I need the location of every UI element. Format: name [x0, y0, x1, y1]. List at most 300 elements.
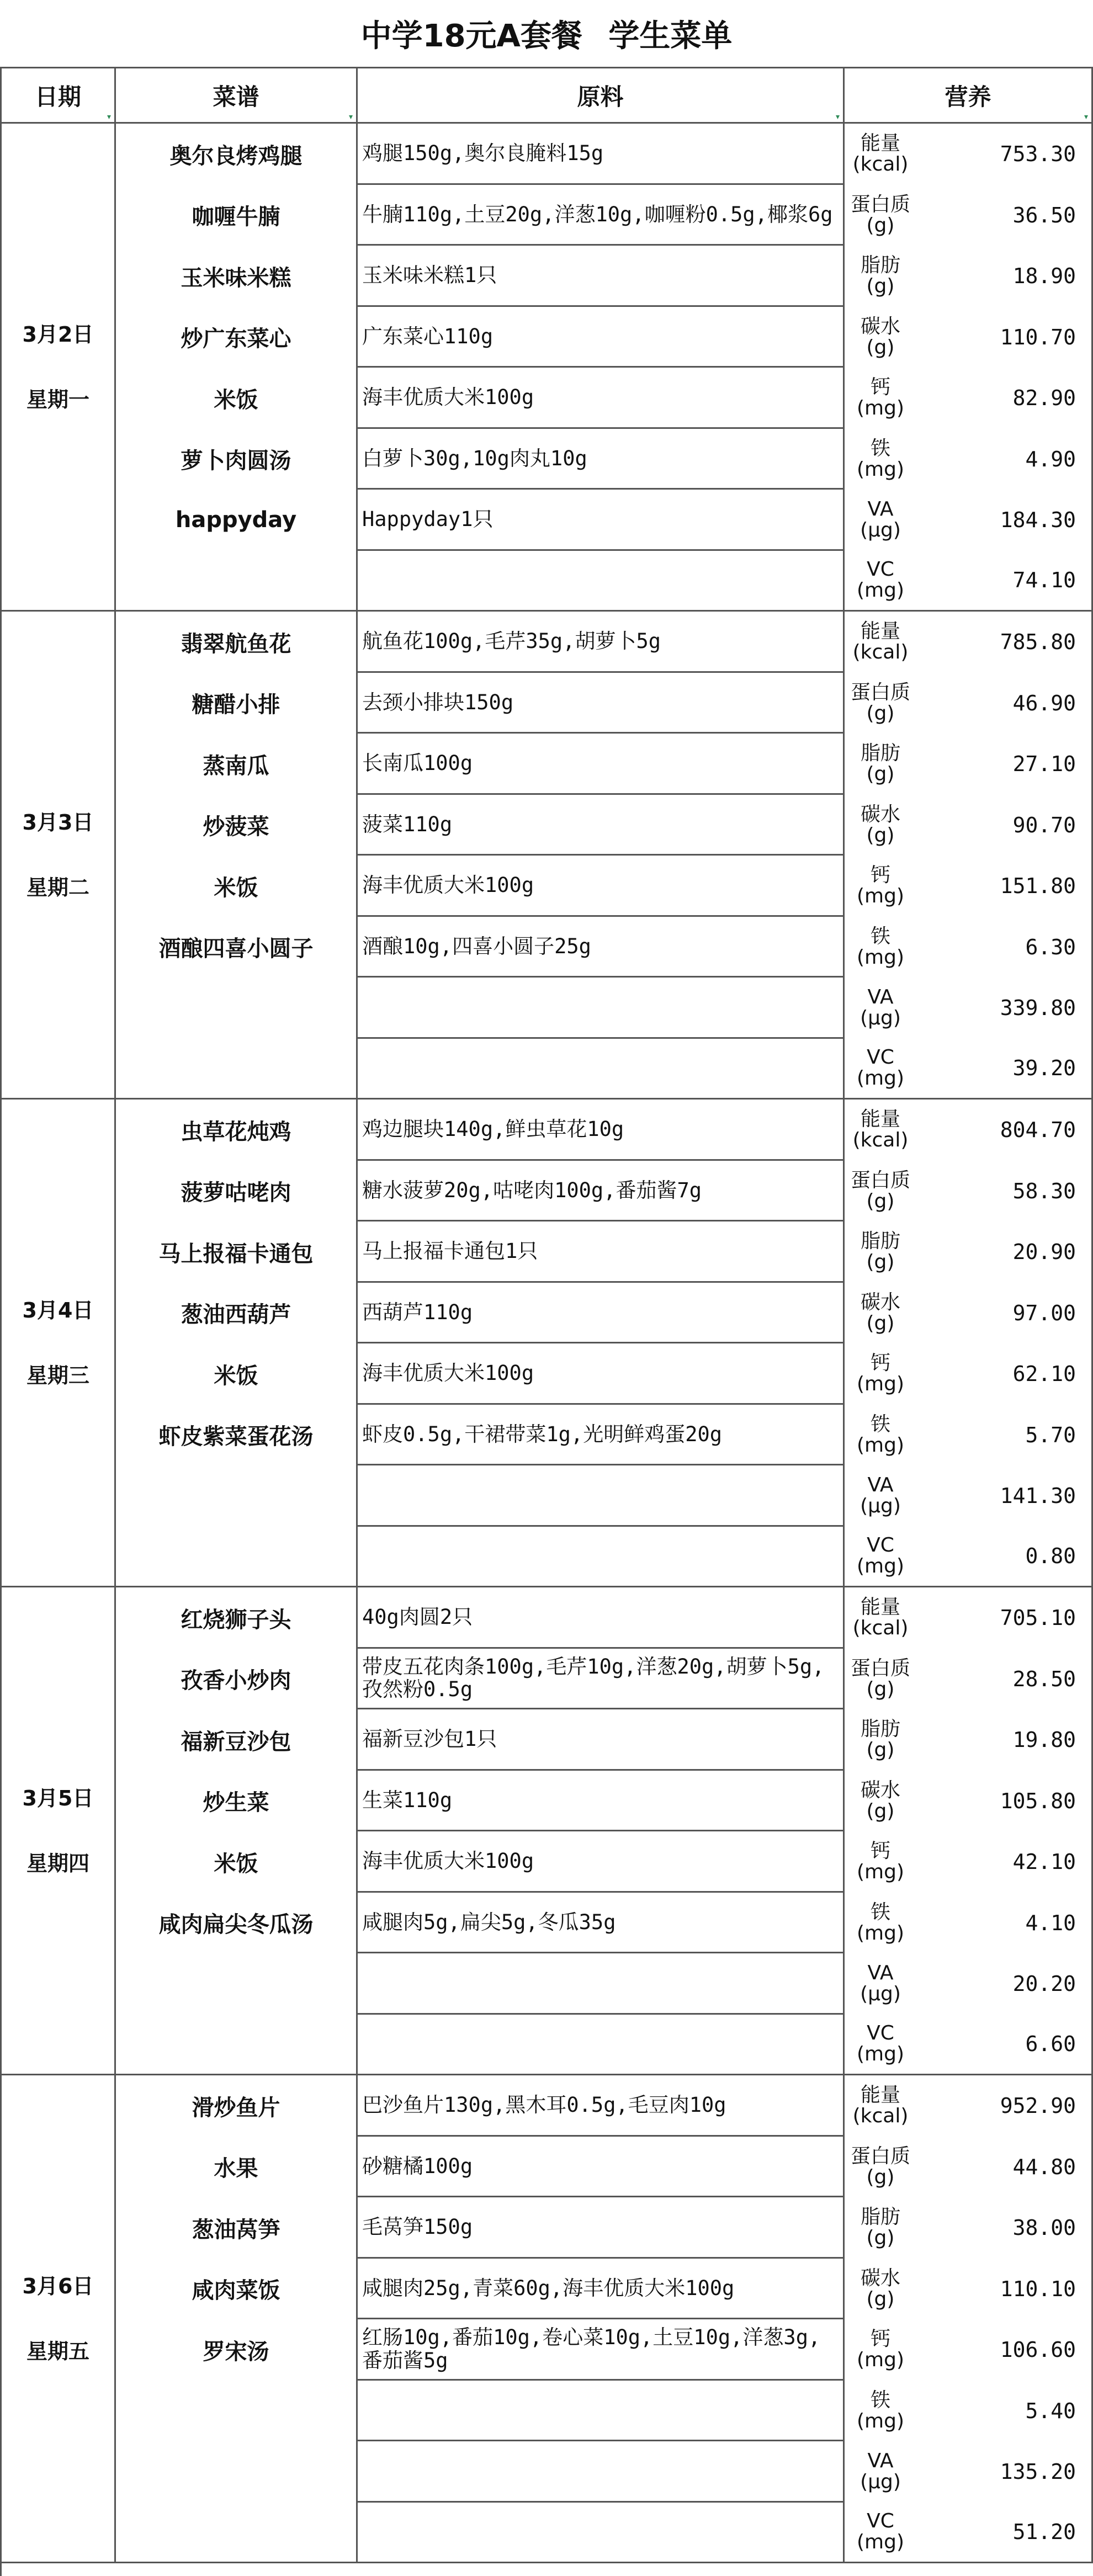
weekday-label: 星期二: [26, 875, 89, 900]
nutrient-label: VA: [867, 498, 894, 521]
ingredient-cell: [358, 2441, 845, 2503]
ingredient-cell: 海丰优质大米100g: [358, 368, 845, 429]
nutrient-value: 97.00: [1012, 1300, 1076, 1325]
nutrient-value: 62.10: [1012, 1362, 1076, 1387]
nutrient-unit: (mg): [856, 397, 904, 420]
dish-name: 菠萝咕咾肉: [116, 1161, 358, 1222]
dish-name: 米饭: [116, 368, 358, 429]
nutrient-label: 脂肪: [860, 254, 900, 277]
ingredient-cell: 海丰优质大米100g: [358, 856, 845, 917]
date-cell: [2, 1587, 116, 2075]
nutrient-label: 能量: [860, 132, 900, 155]
nutrient-name: [845, 1902, 916, 1944]
nutrient-unit: (g): [866, 2287, 895, 2311]
nutrition-row: [845, 2197, 1093, 2259]
nutrition-row: [845, 1283, 1093, 1344]
ingredient-cell: 红肠10g,番茄10g,卷心菜10g,土豆10g,洋葱3g,番茄酱5g: [358, 2319, 845, 2381]
nutrition-row: [845, 1649, 1093, 1710]
nutrition-row: [845, 795, 1093, 856]
nutrient-unit: (mg): [856, 2409, 904, 2432]
nutrient-label: 碳水: [860, 803, 900, 826]
nutrition-row: [845, 2381, 1093, 2442]
nutrient-value: 36.50: [1012, 203, 1076, 227]
nutrient-value: 151.80: [1000, 874, 1076, 899]
dish-name: 奥尔良烤鸡腿: [116, 124, 358, 185]
nutrient-unit: (mg): [856, 458, 904, 481]
nutrient-name: [845, 1109, 916, 1151]
nutrient-name: [845, 2023, 916, 2065]
nutrient-value: 4.90: [1025, 447, 1076, 471]
header-date: [2, 68, 116, 124]
nutrient-value: 105.80: [1000, 1788, 1076, 1813]
nutrient-name: [845, 1353, 916, 1395]
nutrient-label: 蛋白质: [850, 2144, 910, 2168]
dish-name: 米饭: [116, 1831, 358, 1893]
nutrient-value: 0.80: [1025, 1544, 1076, 1569]
dish-name: 孜香小炒肉: [116, 1649, 358, 1710]
nutrient-value: 5.40: [1025, 2398, 1076, 2423]
ingredient-cell: [358, 978, 845, 1039]
nutrient-name: [845, 1292, 916, 1334]
nutrition-row: [845, 2015, 1093, 2076]
nutrient-label: VC: [867, 1534, 894, 1557]
nutrient-label: 蛋白质: [850, 193, 910, 216]
dish-name: 酒酿四喜小圆子: [116, 917, 358, 978]
nutrition-row: [845, 1953, 1093, 2015]
nutrient-value: 135.20: [1000, 2460, 1076, 2484]
nutrient-value: 141.30: [1000, 1484, 1076, 1509]
nutrition-row: [845, 2503, 1093, 2564]
nutrient-unit: (mg): [856, 1067, 904, 1090]
ingredient-cell: 去颈小排块150g: [358, 673, 845, 734]
nutrient-label: VC: [867, 2022, 894, 2045]
nutrition-row: [845, 490, 1093, 551]
dish-name: 罗宋汤: [116, 2319, 358, 2381]
nutrition-row: [845, 1343, 1093, 1405]
nutrient-name: [845, 316, 916, 358]
nutrient-value: 46.90: [1012, 691, 1076, 715]
nutrient-name: [845, 2268, 916, 2310]
header-menu-label: 菜谱: [213, 83, 259, 110]
nutrient-name: [845, 1841, 916, 1883]
dish-name: 糖醋小排: [116, 673, 358, 734]
nutrient-value: 20.20: [1012, 1972, 1076, 1996]
nutrient-name: [845, 1170, 916, 1212]
nutrient-unit: (kcal): [852, 1617, 909, 1640]
dish-name: 虫草花炖鸡: [116, 1100, 358, 1161]
nutrient-label: 脂肪: [860, 2206, 900, 2229]
nutrient-name: [845, 1658, 916, 1700]
nutrient-label: 能量: [860, 1596, 900, 1619]
nutrient-value: 82.90: [1012, 386, 1076, 411]
nutrient-name: [845, 1414, 916, 1456]
dish-name: 滑炒鱼片: [116, 2075, 358, 2137]
nutrient-unit: (g): [866, 1677, 895, 1701]
nutrition-row: [845, 2441, 1093, 2503]
ingredient-cell: 鸡边腿块140g,鲜虫草花10g: [358, 1100, 845, 1161]
dish-name: 炒生菜: [116, 1771, 358, 1832]
nutrient-name: [845, 1963, 916, 2005]
ingredient-cell: 巴沙鱼片130g,黑木耳0.5g,毛豆肉10g: [358, 2075, 845, 2137]
dish-name: [116, 2441, 358, 2503]
nutrient-value: 58.30: [1012, 1178, 1076, 1203]
nutrient-unit: (μg): [860, 1983, 901, 2006]
menu-table: [0, 67, 1093, 2576]
date-label: 3月4日: [22, 1298, 94, 1322]
dish-name: 翡翠航鱼花: [116, 612, 358, 673]
dish-name: 炒广东菜心: [116, 307, 358, 368]
ingredient-cell: 长南瓜100g: [358, 734, 845, 795]
nutrient-label: 碳水: [860, 2266, 900, 2290]
nutrient-name: [845, 743, 916, 785]
filter-marker-icon[interactable]: ▾: [1084, 113, 1088, 121]
ingredient-cell: [358, 1953, 845, 2015]
nutrient-label: 脂肪: [860, 1718, 900, 1741]
dish-name: 炒菠菜: [116, 795, 358, 856]
nutrient-value: 110.70: [1000, 325, 1076, 349]
ingredient-cell: 毛莴笋150g: [358, 2197, 845, 2259]
dish-name: 玉米味米糕: [116, 246, 358, 307]
nutrient-name: [845, 1719, 916, 1761]
dish-name: 红烧狮子头: [116, 1587, 358, 1649]
nutrition-row: [845, 1831, 1093, 1893]
nutrition-row: [845, 2259, 1093, 2320]
dish-name: [116, 2381, 358, 2442]
nutrient-value: 90.70: [1012, 812, 1076, 837]
dish-name: [116, 1953, 358, 2015]
nutrient-name: [845, 1597, 916, 1639]
nutrient-label: 碳水: [860, 1290, 900, 1314]
ingredient-cell: [358, 2503, 845, 2564]
nutrient-label: 铁: [870, 925, 890, 948]
nutrient-unit: (mg): [856, 1555, 904, 1578]
nutrient-value: 952.90: [1000, 2094, 1076, 2118]
nutrition-row: [845, 1039, 1093, 1100]
nutrient-name: [845, 1047, 916, 1089]
nutrient-unit: (mg): [856, 1373, 904, 1396]
nutrient-unit: (g): [866, 2165, 895, 2189]
nutrient-label: 脂肪: [860, 742, 900, 765]
nutrient-value: 184.30: [1000, 508, 1076, 533]
nutrient-unit: (μg): [860, 1495, 901, 1518]
nutrient-unit: (g): [866, 214, 895, 237]
nutrient-value: 110.10: [1000, 2276, 1076, 2301]
ingredient-cell: [358, 551, 845, 612]
nutrient-label: VC: [867, 558, 894, 581]
dish-name: 米饭: [116, 1343, 358, 1405]
ingredient-cell: 白萝卜30g,10g肉丸10g: [358, 429, 845, 490]
dish-name: [116, 1465, 358, 1527]
nutrient-value: 19.80: [1012, 1728, 1076, 1752]
dish-name: 咸肉扁尖冬瓜汤: [116, 1893, 358, 1954]
nutrient-name: [845, 1475, 916, 1517]
header-nutrition-label: 营养: [945, 83, 991, 110]
nutrient-unit: (kcal): [852, 153, 909, 176]
ingredient-cell: 咸腿肉5g,扁尖5g,冬瓜35g: [358, 1893, 845, 1954]
nutrition-row: [845, 246, 1093, 307]
nutrient-name: [845, 438, 916, 480]
nutrition-row: [845, 612, 1093, 673]
nutrient-value: 20.90: [1012, 1240, 1076, 1265]
nutrient-label: 碳水: [860, 315, 900, 338]
nutrient-value: 106.60: [1000, 2338, 1076, 2362]
nutrient-name: [845, 194, 916, 236]
nutrient-name: [845, 865, 916, 907]
nutrient-unit: (mg): [856, 2531, 904, 2554]
date-cell: [2, 2075, 116, 2563]
date-label: 3月2日: [22, 322, 94, 347]
ingredient-cell: [358, 1527, 845, 1588]
nutrition-row: [845, 429, 1093, 490]
ingredient-cell: 虾皮0.5g,干裙带菜1g,光明鲜鸡蛋20g: [358, 1405, 845, 1466]
nutrient-label: 碳水: [860, 1778, 900, 1802]
nutrient-value: 785.80: [1000, 630, 1076, 655]
nutrient-label: 钙: [870, 2328, 890, 2351]
ingredient-cell: 咸腿肉25g,青菜60g,海丰优质大米100g: [358, 2259, 845, 2320]
weekday-label: 星期三: [26, 1363, 89, 1388]
weekday-label: 星期四: [26, 1851, 89, 1876]
ingredient-cell: 菠菜110g: [358, 795, 845, 856]
nutrient-label: VC: [867, 1046, 894, 1069]
nutrient-unit: (g): [866, 702, 895, 725]
ingredient-cell: 糖水菠萝20g,咕咾肉100g,番茄酱7g: [358, 1161, 845, 1222]
nutrition-row: [845, 1465, 1093, 1527]
nutrient-value: 6.60: [1025, 2032, 1076, 2057]
ingredient-cell: 海丰优质大米100g: [358, 1343, 845, 1405]
nutrient-label: VA: [867, 986, 894, 1009]
date-label: 3月6日: [22, 2274, 94, 2298]
nutrient-unit: (mg): [856, 1861, 904, 1884]
nutrition-row: [845, 1405, 1093, 1466]
nutrient-value: 74.10: [1012, 568, 1076, 593]
nutrient-name: [845, 621, 916, 663]
nutrition-row: [845, 368, 1093, 429]
weekday-label: 星期五: [26, 2339, 89, 2363]
dish-name: 咸肉菜饭: [116, 2259, 358, 2320]
nutrient-unit: (kcal): [852, 2105, 909, 2128]
ingredient-cell: 40g肉圆2只: [358, 1587, 845, 1649]
nutrient-label: VA: [867, 2450, 894, 2473]
nutrient-name: [845, 1535, 916, 1577]
ingredient-cell: 西葫芦110g: [358, 1283, 845, 1344]
nutrient-value: 4.10: [1025, 1910, 1076, 1935]
nutrition-row: [845, 917, 1093, 978]
nutrient-name: [845, 2390, 916, 2432]
dish-name: 蒸南瓜: [116, 734, 358, 795]
nutrition-row: [845, 1221, 1093, 1283]
nutrient-value: 28.50: [1012, 1666, 1076, 1691]
nutrient-unit: (mg): [856, 946, 904, 969]
nutrient-label: VA: [867, 1474, 894, 1497]
nutrition-row: [845, 1100, 1093, 1161]
nutrition-row: [845, 1527, 1093, 1588]
nutrition-row: [845, 978, 1093, 1039]
nutrient-name: [845, 2329, 916, 2371]
nutrient-value: 753.30: [1000, 142, 1076, 167]
nutrient-unit: (kcal): [852, 1129, 909, 1152]
nutrient-label: 钙: [870, 1352, 890, 1375]
nutrient-value: 44.80: [1012, 2154, 1076, 2179]
nutrient-name: [845, 682, 916, 724]
dish-name: 葱油莴笋: [116, 2197, 358, 2259]
nutrient-value: 705.10: [1000, 1606, 1076, 1630]
dish-name: [116, 551, 358, 612]
nutrient-unit: (g): [866, 275, 895, 298]
nutrient-label: 钙: [870, 1840, 890, 1863]
dish-name: 水果: [116, 2137, 358, 2198]
nutrient-unit: (mg): [856, 2043, 904, 2066]
nutrient-label: 铁: [870, 2388, 890, 2412]
dish-name: happyday: [116, 490, 358, 551]
ingredient-cell: 带皮五花肉条100g,毛芹10g,洋葱20g,胡萝卜5g,孜然粉0.5g: [358, 1649, 845, 1710]
nutrient-label: 铁: [870, 1412, 890, 1436]
nutrient-value: 339.80: [1000, 996, 1076, 1021]
nutrient-unit: (μg): [860, 519, 901, 542]
nutrient-unit: (g): [866, 763, 895, 786]
dish-name: 萝卜肉圆汤: [116, 429, 358, 490]
nutrient-label: 能量: [860, 2084, 900, 2107]
nutrition-row: [845, 1771, 1093, 1832]
nutrition-row: [845, 2075, 1093, 2137]
nutrient-label: 铁: [870, 437, 890, 460]
dish-name: 葱油西葫芦: [116, 1283, 358, 1344]
ingredient-cell: [358, 2381, 845, 2442]
nutrient-name: [845, 255, 916, 297]
ingredient-cell: 砂糖橘100g: [358, 2137, 845, 2198]
nutrition-row: [845, 2137, 1093, 2198]
nutrient-unit: (g): [866, 1251, 895, 1274]
nutrient-unit: (g): [866, 2227, 895, 2250]
nutrient-name: [845, 2451, 916, 2493]
nutrient-value: 6.30: [1025, 934, 1076, 959]
nutrient-value: 38.00: [1012, 2216, 1076, 2240]
nutrition-row: [845, 124, 1093, 185]
dish-name: [116, 1039, 358, 1100]
nutrient-value: 42.10: [1012, 1850, 1076, 1874]
nutrient-label: 能量: [860, 1108, 900, 1131]
filter-marker-icon[interactable]: ▾: [835, 113, 840, 121]
nutrition-row: [845, 2319, 1093, 2381]
nutrition-row: [845, 1893, 1093, 1954]
filter-marker-icon[interactable]: ▾: [348, 113, 353, 121]
nutrient-value: 27.10: [1012, 752, 1076, 777]
ingredient-cell: 牛腩110g,土豆20g,洋葱10g,咖喱粉0.5g,椰浆6g: [358, 185, 845, 246]
nutrient-name: [845, 2207, 916, 2249]
nutrient-unit: (g): [866, 1189, 895, 1213]
dish-name: 咖喱牛腩: [116, 185, 358, 246]
nutrient-name: [845, 559, 916, 601]
nutrient-name: [845, 2085, 916, 2127]
nutrient-unit: (μg): [860, 2471, 901, 2494]
filter-marker-icon[interactable]: ▾: [107, 113, 111, 121]
ingredient-cell: 航鱼花100g,毛芹35g,胡萝卜5g: [358, 612, 845, 673]
dish-name: 马上报福卡通包: [116, 1221, 358, 1283]
nutrient-name: [845, 987, 916, 1029]
nutrient-label: 钙: [870, 864, 890, 887]
nutrient-label: VC: [867, 2510, 894, 2533]
header-menu: [116, 68, 358, 124]
weekday-label: 星期一: [26, 387, 89, 412]
date-cell: [2, 1100, 116, 1587]
nutrient-label: 蛋白质: [850, 681, 910, 704]
dish-name: 米饭: [116, 856, 358, 917]
nutrition-row: [845, 551, 1093, 612]
ingredient-cell: [358, 1039, 845, 1100]
date-cell: [2, 612, 116, 1100]
nutrition-row: [845, 185, 1093, 246]
nutrient-unit: (mg): [856, 1433, 904, 1457]
nutrient-unit: (mg): [856, 885, 904, 908]
nutrient-name: [845, 377, 916, 419]
nutrient-unit: (g): [866, 1739, 895, 1762]
nutrient-unit: (mg): [856, 2349, 904, 2372]
dish-name: [116, 1527, 358, 1588]
date-label: 3月3日: [22, 810, 94, 835]
nutrition-row: [845, 1587, 1093, 1649]
ingredient-cell: 鸡腿150g,奥尔良腌料15g: [358, 124, 845, 185]
ingredient-cell: 马上报福卡通包1只: [358, 1221, 845, 1283]
nutrient-name: [845, 1780, 916, 1822]
dish-name: [116, 2503, 358, 2564]
nutrition-row: [845, 307, 1093, 368]
ingredient-cell: Happyday1只: [358, 490, 845, 551]
header-ingredients-label: 原料: [577, 83, 624, 110]
nutrient-unit: (mg): [856, 579, 904, 602]
nutrient-value: 51.20: [1012, 2520, 1076, 2545]
ingredient-cell: 生菜110g: [358, 1771, 845, 1832]
nutrient-name: [845, 133, 916, 175]
date-label: 3月5日: [22, 1786, 94, 1810]
nutrient-unit: (mg): [856, 1921, 904, 1945]
header-nutrition: [845, 68, 1093, 124]
nutrition-row: [845, 1709, 1093, 1771]
nutrient-unit: (μg): [860, 1007, 901, 1030]
nutrient-unit: (kcal): [852, 641, 909, 664]
nutrient-label: 钙: [870, 376, 890, 399]
nutrient-label: 脂肪: [860, 1230, 900, 1253]
ingredient-cell: [358, 1465, 845, 1527]
nutrition-row: [845, 856, 1093, 917]
header-date-label: 日期: [34, 83, 81, 110]
dish-name: 福新豆沙包: [116, 1709, 358, 1771]
ingredient-cell: 海丰优质大米100g: [358, 1831, 845, 1893]
nutrient-value: 39.20: [1012, 1056, 1076, 1081]
nutrient-value: 804.70: [1000, 1118, 1076, 1143]
ingredient-cell: [358, 2015, 845, 2076]
ingredient-cell: 福新豆沙包1只: [358, 1709, 845, 1771]
dish-name: [116, 978, 358, 1039]
nutrition-row: [845, 673, 1093, 734]
nutrient-name: [845, 2511, 916, 2553]
nutrient-label: 蛋白质: [850, 1656, 910, 1680]
nutrition-row: [845, 734, 1093, 795]
nutrient-unit: (g): [866, 1799, 895, 1823]
ingredient-cell: 广东菜心110g: [358, 307, 845, 368]
header-ingredients: [358, 68, 845, 124]
dish-name: 虾皮紫菜蛋花汤: [116, 1405, 358, 1466]
nutrient-label: 铁: [870, 1900, 890, 1924]
nutrient-name: [845, 1231, 916, 1273]
nutrient-label: 能量: [860, 620, 900, 643]
date-cell: [2, 124, 116, 612]
nutrient-value: 5.70: [1025, 1422, 1076, 1447]
nutrient-unit: (g): [866, 824, 895, 847]
nutrient-unit: (g): [866, 336, 895, 359]
ingredient-cell: 玉米味米糕1只: [358, 246, 845, 307]
page-title: 中学18元A套餐 学生菜单: [360, 18, 733, 54]
nutrient-unit: (g): [866, 1311, 895, 1335]
nutrient-name: [845, 926, 916, 968]
